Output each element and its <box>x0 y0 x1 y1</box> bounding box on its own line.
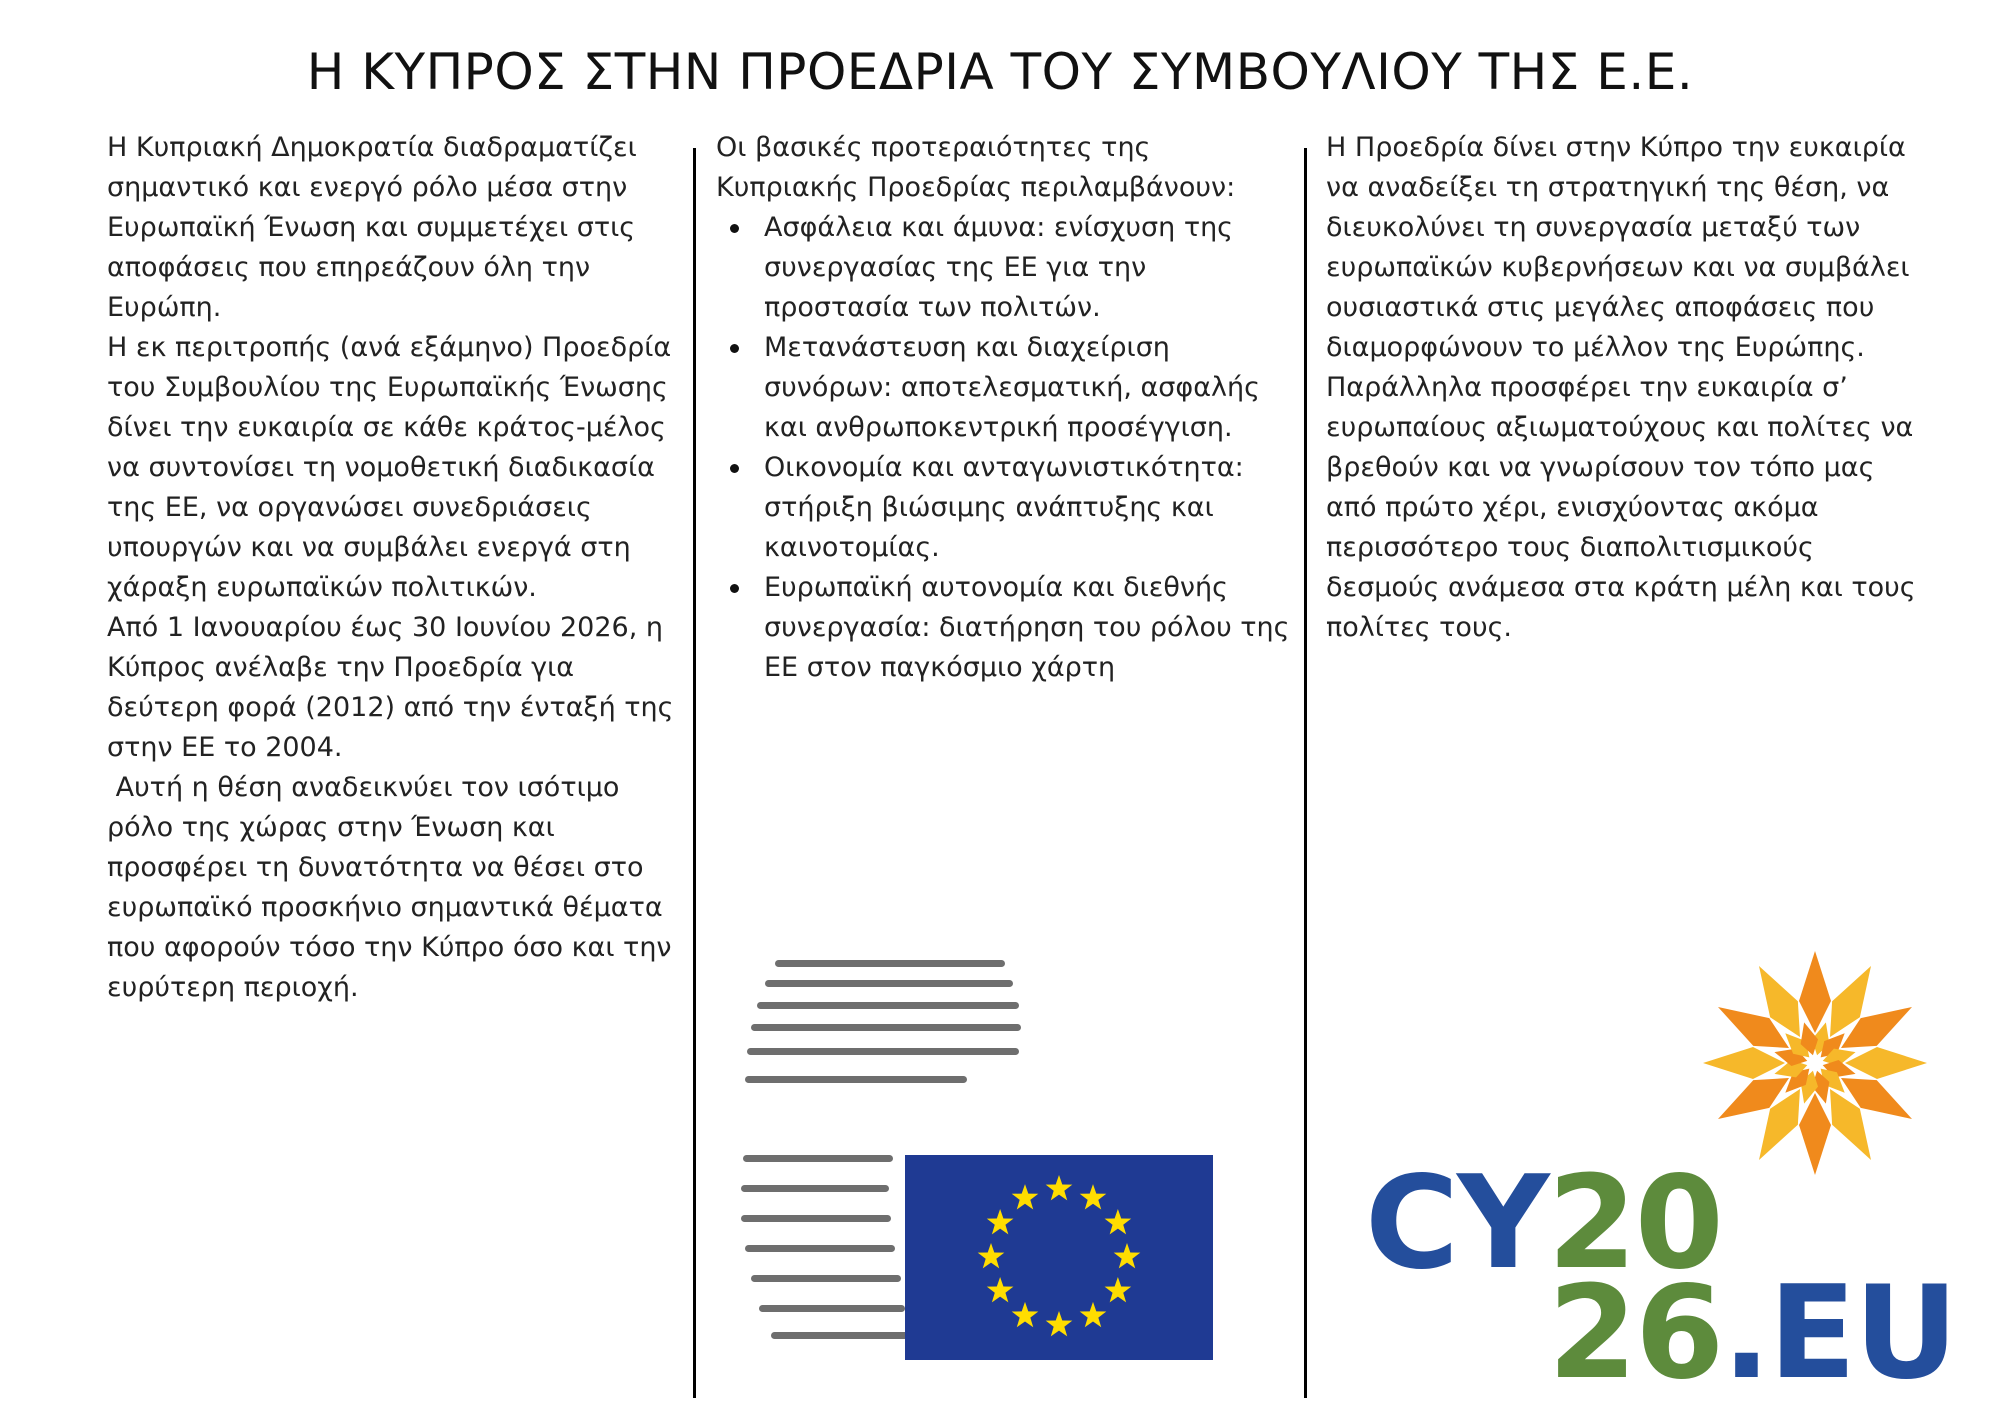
council-stripe <box>747 1048 1019 1055</box>
paragraph: Η Προεδρία δίνει στην Κύπρο την ευκαιρία να αναδείξει τη στρατηγική της θέση, να διευκολύνει τη συνεργασία μεταξύ των ευρωπαϊκών κυβερνήσεων και να συμβάλει ουσιαστικά στις μεγάλες αποφάσεις που διαμορφώνουν το μέλλον της Ευρώπης. <box>1326 132 1910 363</box>
column-opportunity <box>1326 128 1926 648</box>
council-stripe <box>771 1332 909 1339</box>
logo-year-start-text: 20 <box>1547 1149 1722 1298</box>
sun-petal <box>1799 1093 1831 1175</box>
council-stripe <box>751 1024 1021 1031</box>
council-stripe <box>759 1305 905 1312</box>
list-item: Ευρωπαϊκή αυτονομία και διεθνής συνεργασία: διατήρηση του ρόλου της ΕΕ στον παγκόσμιο χάρτη <box>764 568 1296 688</box>
council-of-eu-logo-icon <box>735 960 1215 1360</box>
paragraph: Η Κυπριακή Δημοκρατία διαδραματίζει σημαντικό και ενεργό ρόλο μέσα στην Ευρωπαϊκή Ένωση και συμμετέχει στις αποφάσεις που επηρεάζουν όλη την Ευρώπη. <box>107 132 637 323</box>
list-item: Οικονομία και ανταγωνιστικότητα: στήριξη βιώσιμης ανάπτυξης και καινοτομίας. <box>764 448 1296 568</box>
logo-domain-text: .EU <box>1722 1259 1957 1408</box>
column-divider <box>693 148 696 1398</box>
paragraph: Αυτή η θέση αναδεικνύει τον ισότιμο ρόλο της χώρας στην Ένωση και προσφέρει τη δυνατότητα να θέσει στο ευρωπαϊκό προσκήνιο σημαντικά θέματα που αφορούν τόσο την Κύπρο όσο και την ευρύτερη περιοχή. <box>107 772 681 1003</box>
column-priorities <box>716 128 1296 688</box>
column-divider <box>1304 148 1307 1398</box>
logo-year-end-text: 26 <box>1548 1259 1723 1408</box>
sun-petal <box>1703 1047 1785 1079</box>
column-eu-role <box>107 128 682 1008</box>
paragraph: Η εκ περιτροπής (ανά εξάμηνο) Προεδρία του Συμβουλίου της Ευρωπαϊκής Ένωσης δίνει την ευκαιρία σε κάθε κράτος-μέλος να συντονίσει τη νομοθετική διαδικασία της ΕΕ, να οργανώσει συνεδριάσεις υπουργών και να συμβάλει ενεργά στη χάραξη ευρωπαϊκών πολιτικών. <box>107 332 672 603</box>
cy2026-logo <box>1365 945 1957 1408</box>
sun-petal <box>1845 1047 1927 1079</box>
priorities-list <box>716 208 1296 688</box>
list-item: Ασφάλεια και άμυνα: ενίσχυση της συνεργασίας της ΕΕ για την προστασία των πολιτών. <box>764 208 1296 328</box>
sun-petal <box>1799 951 1831 1033</box>
council-stripe <box>751 1275 901 1282</box>
council-stripe <box>743 1155 893 1162</box>
paragraph: Από 1 Ιανουαρίου έως 30 Ιουνίου 2026, η Κύπρος ανέλαβε την Προεδρία για δεύτερη φορά (2012) από την ένταξή της στην ΕΕ το 2004. <box>107 612 674 763</box>
council-stripe <box>741 1185 889 1192</box>
page-title: Η ΚΥΠΡΟΣ ΣΤΗΝ ΠΡΟΕΔΡΙΑ ΤΟΥ ΣΥΜΒΟΥΛΙΟΥ ΤΗΣ Ε.Ε. <box>306 43 1694 101</box>
council-stripe <box>757 1002 1019 1009</box>
paragraph: Παράλληλα προσφέρει την ευκαιρία σ’ ευρωπαίους αξιωματούχους και πολίτες να βρεθούν και να γνωρίσουν τον τόπο μας από πρώτο χέρι, ενισχύοντας ακόμα περισσότερο τους διαπολιτισμικούς δεσμούς ανάμεσα στα κράτη μέλη και τους πολίτες τους. <box>1326 372 1916 643</box>
council-stripe <box>775 960 1005 967</box>
council-stripe <box>745 1245 895 1252</box>
logo-line-2 <box>1548 1259 1957 1408</box>
priorities-intro: Οι βασικές προτεραιότητες της Κυπριακής Προεδρίας περιλαμβάνουν: <box>716 132 1236 203</box>
council-stripe <box>765 980 1013 987</box>
logo-cy-text: CY <box>1365 1149 1548 1298</box>
list-item: Μετανάστευση και διαχείριση συνόρων: αποτελεσματική, ασφαλής και ανθρωποκεντρική προσέγγιση. <box>764 328 1296 448</box>
council-stripe <box>745 1076 967 1083</box>
council-stripe <box>741 1215 891 1222</box>
